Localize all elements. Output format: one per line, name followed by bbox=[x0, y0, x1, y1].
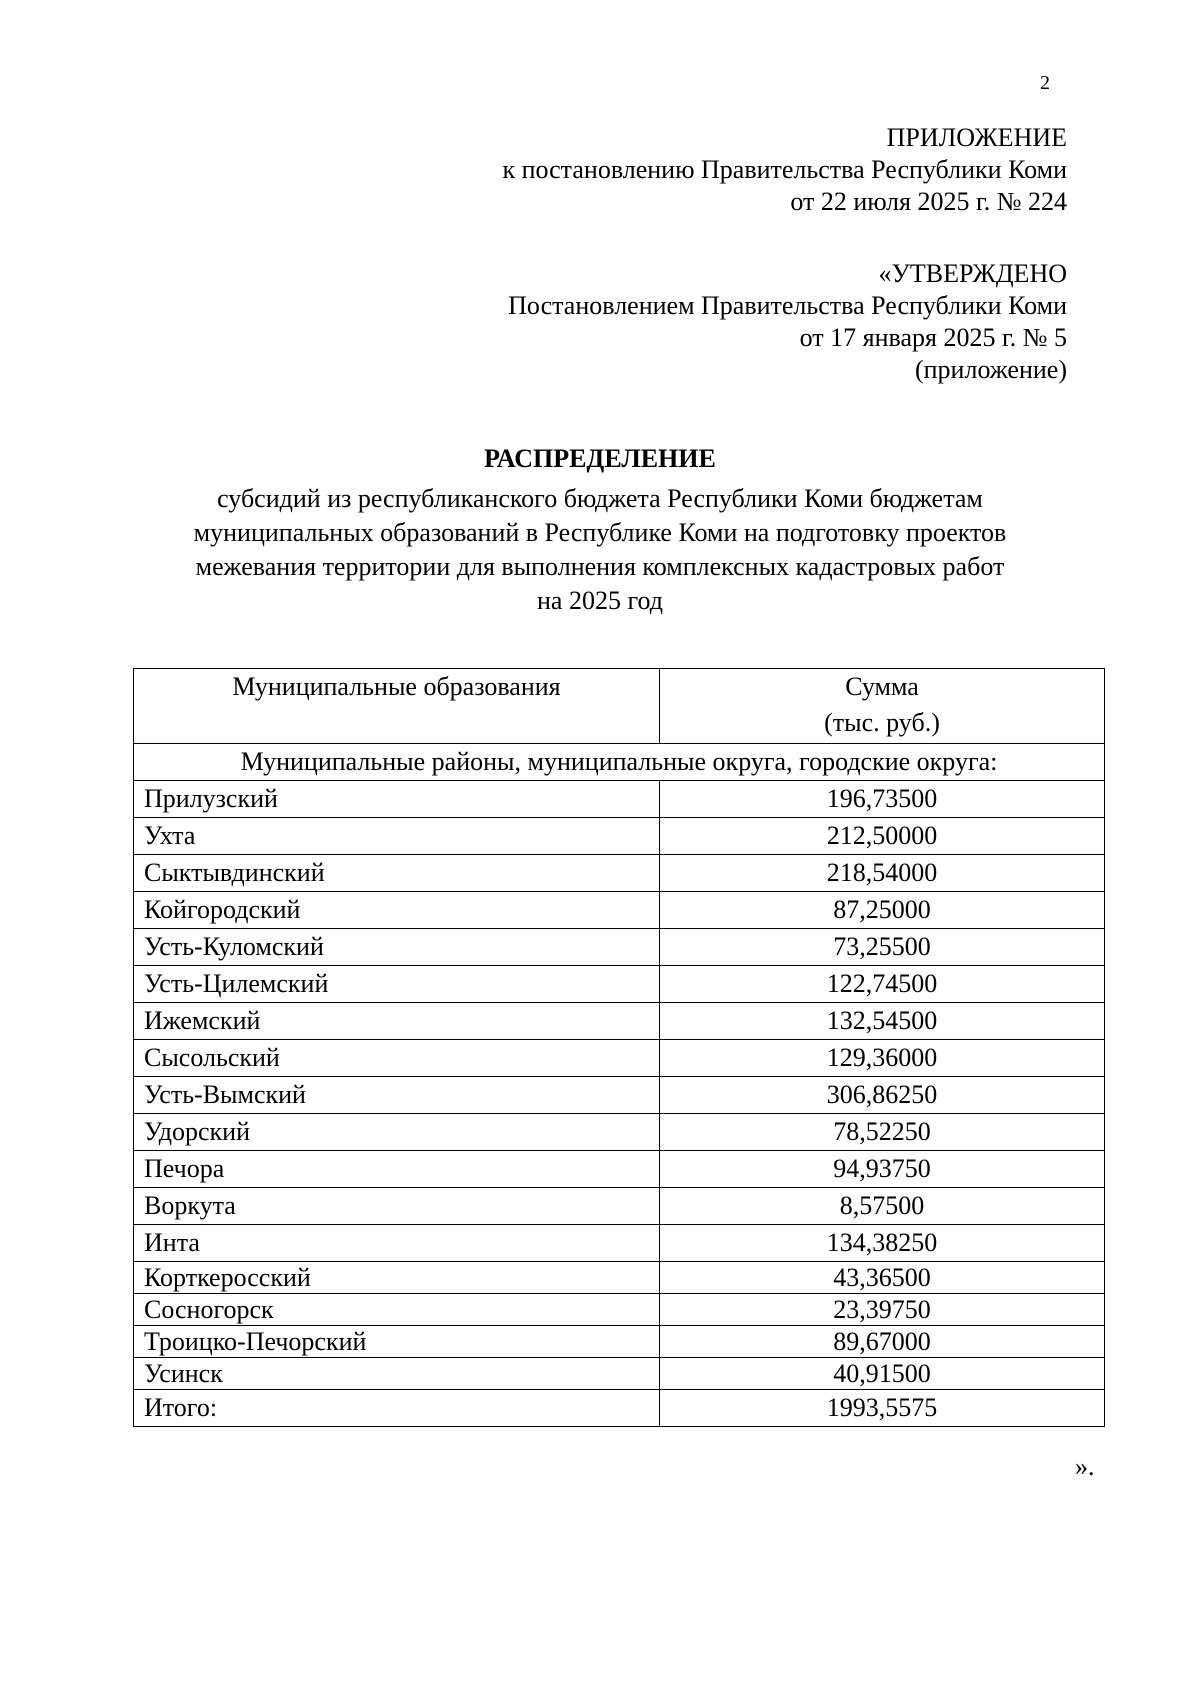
row-sum: 132,54500 bbox=[660, 1003, 1105, 1040]
row-name: Усть-Вымский bbox=[134, 1077, 660, 1114]
table-row bbox=[134, 1358, 1105, 1390]
row-sum: 134,38250 bbox=[660, 1225, 1105, 1262]
section-label: Муниципальные районы, муниципальные округа, городские округа: bbox=[134, 744, 1105, 781]
row-sum: 196,73500 bbox=[660, 781, 1105, 818]
row-name: Воркута bbox=[134, 1188, 660, 1225]
row-name: Инта bbox=[134, 1225, 660, 1262]
row-sum: 89,67000 bbox=[660, 1326, 1105, 1358]
document-subtitle-line-3: межевания территории для выполнения комплексных кадастровых работ bbox=[195, 552, 1005, 581]
table-row bbox=[134, 929, 1105, 966]
approved-title: «УТВЕРЖДЕНО bbox=[878, 259, 1067, 288]
row-name: Усть-Цилемский bbox=[134, 966, 660, 1003]
row-sum: 122,74500 bbox=[660, 966, 1105, 1003]
row-sum: 218,54000 bbox=[660, 855, 1105, 892]
document-heading: РАСПРЕДЕЛЕНИЕ bbox=[484, 444, 716, 473]
total-label: Итого: bbox=[134, 1390, 660, 1427]
distribution-table bbox=[133, 668, 1105, 1427]
row-name: Усть-Куломский bbox=[134, 929, 660, 966]
row-name: Усинск bbox=[134, 1358, 660, 1390]
header-sum-title: Сумма bbox=[845, 672, 919, 701]
table-row bbox=[134, 1040, 1105, 1077]
total-row bbox=[134, 1390, 1105, 1427]
row-sum: 87,25000 bbox=[660, 892, 1105, 929]
table-row bbox=[134, 1262, 1105, 1294]
header-sum-unit: (тыс. руб.) bbox=[824, 708, 940, 737]
header-sum bbox=[660, 669, 1105, 744]
row-sum: 129,36000 bbox=[660, 1040, 1105, 1077]
row-name: Корткеросский bbox=[134, 1262, 660, 1294]
row-name: Койгородский bbox=[134, 892, 660, 929]
table-row bbox=[134, 1326, 1105, 1358]
document-subtitle-line-4: на 2025 год bbox=[537, 586, 663, 615]
document-subtitle-line-1: субсидий из республиканского бюджета Республики Коми бюджетам bbox=[217, 484, 983, 513]
table-header-row bbox=[134, 669, 1105, 744]
row-sum: 23,39750 bbox=[660, 1294, 1105, 1326]
closing-quote-mark: ». bbox=[1075, 1452, 1095, 1481]
page-number: 2 bbox=[1040, 72, 1050, 94]
row-name: Сысольский bbox=[134, 1040, 660, 1077]
row-sum: 43,36500 bbox=[660, 1262, 1105, 1294]
table-row bbox=[134, 818, 1105, 855]
row-name: Удорский bbox=[134, 1114, 660, 1151]
appendix-line-2: от 22 июля 2025 г. № 224 bbox=[790, 187, 1067, 216]
table-row bbox=[134, 781, 1105, 818]
table-row bbox=[134, 1225, 1105, 1262]
table-row bbox=[134, 966, 1105, 1003]
appendix-title: ПРИЛОЖЕНИЕ bbox=[886, 123, 1067, 152]
table-row bbox=[134, 1188, 1105, 1225]
table-row bbox=[134, 1294, 1105, 1326]
appendix-line-1: к постановлению Правительства Республики Коми bbox=[502, 155, 1067, 184]
header-municipalities: Муниципальные образования bbox=[134, 669, 660, 744]
approved-line-1: Постановлением Правительства Республики Коми bbox=[508, 291, 1067, 320]
appendix-block bbox=[502, 122, 1067, 218]
table-row bbox=[134, 1077, 1105, 1114]
row-name: Прилузский bbox=[134, 781, 660, 818]
total-sum: 1993,5575 bbox=[660, 1390, 1105, 1427]
row-sum: 40,91500 bbox=[660, 1358, 1105, 1390]
row-sum: 94,93750 bbox=[660, 1151, 1105, 1188]
row-sum: 8,57500 bbox=[660, 1188, 1105, 1225]
row-name: Троицко-Печорский bbox=[134, 1326, 660, 1358]
row-name: Ижемский bbox=[134, 1003, 660, 1040]
approved-line-3: (приложение) bbox=[914, 355, 1067, 384]
row-name: Печора bbox=[134, 1151, 660, 1188]
document-subtitle-line-2: муниципальных образований в Республике Коми на подготовку проектов bbox=[193, 518, 1007, 547]
row-sum: 212,50000 bbox=[660, 818, 1105, 855]
table-row bbox=[134, 1003, 1105, 1040]
row-name: Сыктывдинский bbox=[134, 855, 660, 892]
document-title bbox=[130, 442, 1070, 618]
table-row bbox=[134, 855, 1105, 892]
table-row bbox=[134, 1114, 1105, 1151]
row-sum: 73,25500 bbox=[660, 929, 1105, 966]
table-row bbox=[134, 1151, 1105, 1188]
approved-block bbox=[508, 258, 1067, 386]
approved-line-2: от 17 января 2025 г. № 5 bbox=[799, 323, 1067, 352]
section-row bbox=[134, 744, 1105, 781]
row-sum: 306,86250 bbox=[660, 1077, 1105, 1114]
row-name: Ухта bbox=[134, 818, 660, 855]
table-row bbox=[134, 892, 1105, 929]
row-sum: 78,52250 bbox=[660, 1114, 1105, 1151]
row-name: Сосногорск bbox=[134, 1294, 660, 1326]
